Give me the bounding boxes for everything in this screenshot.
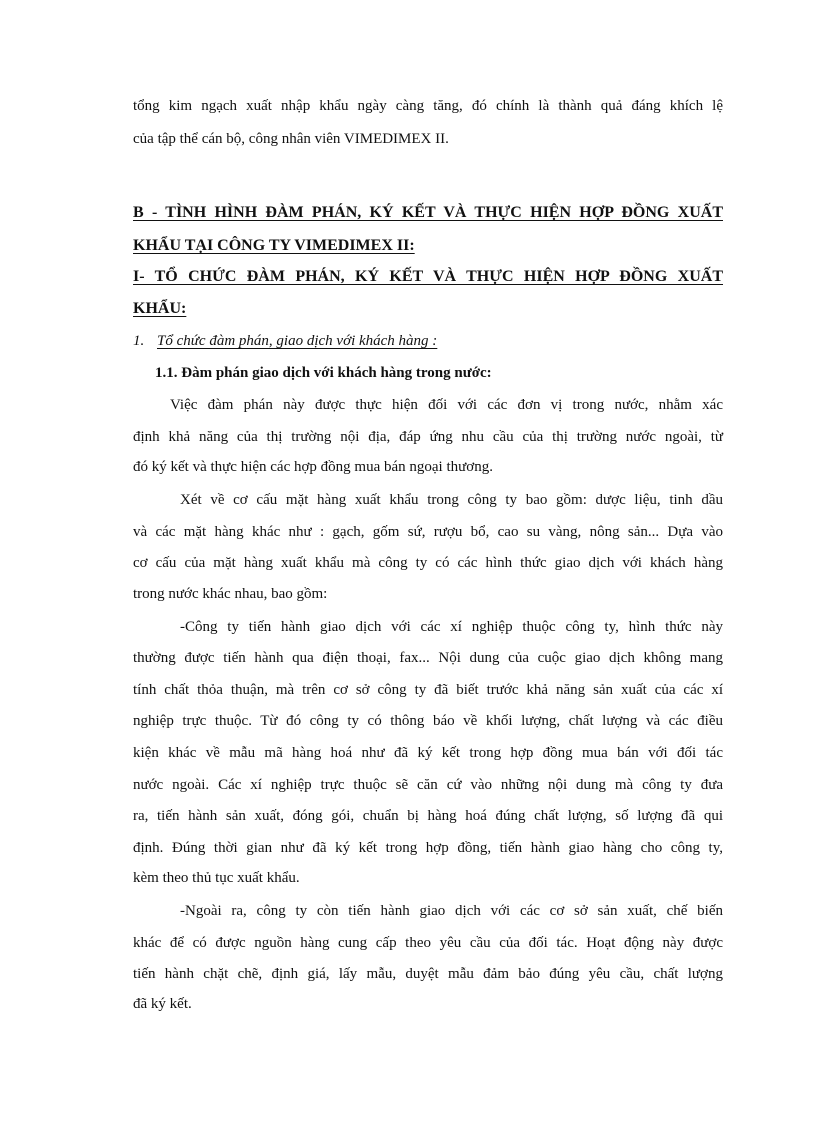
para3-line-5: kiện khác về mẫu mã hàng hoá như đã ký kết trong hợp đồng mua bán với đối tác: [133, 745, 723, 761]
para3-line-2: thường được tiến hành qua điện thoại, fax... Nội dung của cuộc giao dịch không mang: [133, 650, 723, 666]
para4-line-3: tiến hành chặt chẽ, định giá, lấy mẫu, duyệt mẫu đảm bảo đúng yêu cầu, chất lượng: [133, 966, 723, 982]
para3-line-6: nước ngoài. Các xí nghiệp trực thuộc sẽ căn cứ vào những nội dung mà công ty đưa: [133, 777, 723, 793]
para4-line-1: -Ngoài ra, công ty còn tiến hành giao dịch với các cơ sở sản xuất, chế biến: [180, 903, 723, 919]
para1-line-2: định khả năng của thị trường nội địa, đáp ứng nhu cầu của thị trường nước ngoài, từ: [133, 429, 723, 445]
subsection-1-number: 1.: [133, 333, 145, 349]
para1-line-1: Việc đàm phán này được thực hiện đối với các đơn vị trong nước, nhằm xác: [170, 397, 723, 413]
subsection-1-1-heading: 1.1. Đàm phán giao dịch với khách hàng trong nước:: [155, 365, 492, 381]
para3-line-7: ra, tiến hành sản xuất, đóng gói, chuẩn bị hàng hoá đúng chất lượng, số lượng đã qui: [133, 808, 723, 824]
para3-line-1: -Công ty tiến hành giao dịch với các xí nghiệp thuộc công ty, hình thức này: [180, 619, 723, 635]
para2-line-4: trong nước khác nhau, bao gồm:: [133, 586, 328, 602]
subsection-1-title: Tổ chức đàm phán, giao dịch với khách hàng :: [157, 333, 438, 349]
para3-line-3: tính chất thỏa thuận, mà trên cơ sở công ty đã biết trước khả năng sản xuất của các xí: [133, 682, 723, 698]
para2-line-2: và các mặt hàng khác như : gạch, gốm sứ, rượu bổ, cao su vàng, nông sản... Dựa vào: [133, 524, 723, 540]
para3-line-9: kèm theo thủ tục xuất khẩu.: [133, 870, 300, 886]
intro-line-2: của tập thể cán bộ, công nhân viên VIMEDIMEX II.: [133, 131, 449, 147]
section-b-heading-line-2: KHẨU TẠI CÔNG TY VIMEDIMEX II:: [133, 237, 415, 254]
para3-line-8: định. Đúng thời gian như đã ký kết trong hợp đồng, tiến hành giao hàng cho công ty,: [133, 840, 723, 856]
para4-line-2: khác để có được nguồn hàng cung cấp theo yêu cầu của đối tác. Hoạt động này được: [133, 935, 723, 951]
para2-line-1: Xét về cơ cấu mặt hàng xuất khẩu trong công ty bao gồm: dược liệu, tinh dầu: [180, 492, 723, 508]
intro-line-1: tổng kim ngạch xuất nhập khẩu ngày càng tăng, đó chính là thành quả đáng khích lệ: [133, 98, 723, 114]
para2-line-3: cơ cấu của mặt hàng xuất khẩu mà công ty có các hình thức giao dịch với khách hàng: [133, 555, 723, 571]
section-i-heading-line-1: I- TỔ CHỨC ĐÀM PHÁN, KÝ KẾT VÀ THỰC HIỆN HỢP ĐỒNG XUẤT: [133, 268, 723, 285]
para4-line-4: đã ký kết.: [133, 996, 192, 1012]
section-b-heading-line-1: B - TÌNH HÌNH ĐÀM PHÁN, KÝ KẾT VÀ THỰC HIỆN HỢP ĐỒNG XUẤT: [133, 204, 723, 221]
subsection-1-heading: [133, 330, 723, 352]
para3-line-4: nghiệp trực thuộc. Từ đó công ty có thông báo về khối lượng, chất lượng và các điều: [133, 713, 723, 729]
para1-line-3: đó ký kết và thực hiện các hợp đồng mua bán ngoại thương.: [133, 459, 493, 475]
section-i-heading-line-2: KHẨU:: [133, 300, 187, 317]
